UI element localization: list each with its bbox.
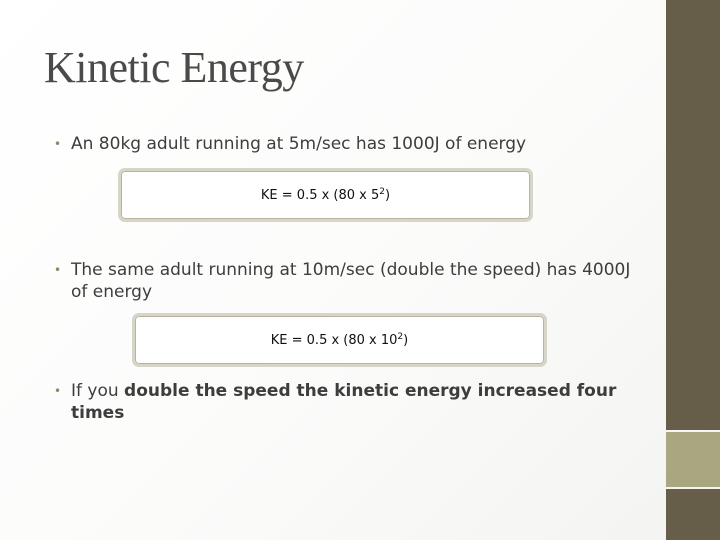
bullet-text: An 80kg adult running at 5m/sec has 1000J of energy [71,134,527,154]
formula-suffix: ) [385,188,391,203]
bullet-text [71,380,634,424]
bullet-item [54,380,634,424]
bullet-text-bold: double the speed the kinetic energy increased four times [71,381,617,423]
bullet-item [54,133,634,155]
formula-prefix: KE = 0.5 x (80 x 5 [260,188,380,203]
decorative-sidebar [666,0,720,540]
formula-box [118,168,533,222]
sidebar-bottom-bar [666,489,720,540]
formula-prefix: KE = 0.5 x (80 x 10 [270,333,398,348]
sidebar-accent-bar [666,432,720,487]
bullet-text-normal: If you [71,381,125,401]
bullet-text: The same adult running at 10m/sec (double the speed) has 4000J of energy [71,260,631,302]
formula-exponent: 2 [397,332,404,342]
bullet-dot: • [54,137,62,151]
formula-suffix: ) [403,333,409,348]
slide-title: Kinetic Energy [44,43,304,92]
bullet-dot: • [54,384,62,398]
formula-exponent: 2 [379,187,386,197]
bullet-item [54,259,634,303]
formula-box [132,313,547,367]
bullet-dot: • [54,263,62,277]
sidebar-dark-bar [666,0,720,430]
